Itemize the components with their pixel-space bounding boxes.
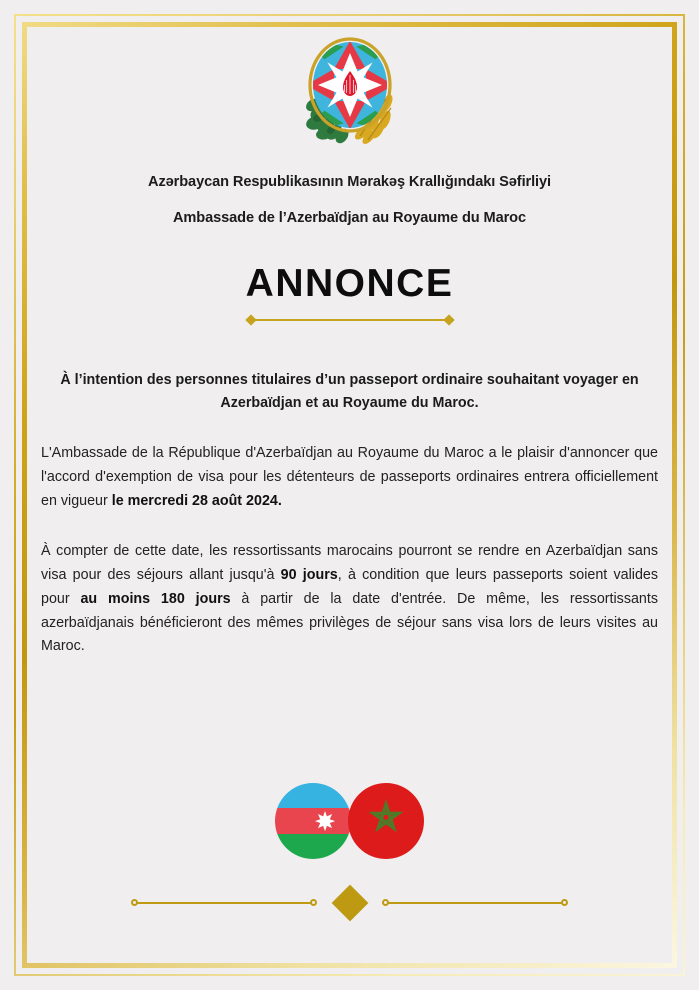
- page-content: [27, 27, 672, 963]
- p1-bold-date: le mercredi 28 août 2024.: [111, 492, 282, 509]
- divider-dot-1-icon: [131, 899, 138, 906]
- title-underline-ornament: [247, 314, 453, 325]
- p2-bold-90-jours: 90 jours: [280, 567, 338, 584]
- divider-dot-4-icon: [561, 899, 568, 906]
- flags-row: [27, 783, 672, 859]
- emblem-container: [27, 27, 672, 152]
- p1-text-1: L'Ambassade de la République d'Azerbaïdjan au Royaume du Maroc a le plaisir d'annoncer que l'accord d'exemption de visa pour les détenteurs de passeports ordinaires entrera officiellement en vigueur: [41, 445, 658, 509]
- divider-dot-3-icon: [382, 899, 389, 906]
- annonce-heading-block: [27, 264, 672, 325]
- azerbaijan-coat-of-arms-icon: [298, 35, 402, 147]
- morocco-flag-icon: [348, 783, 424, 859]
- p2-bold-180-jours: au moins 180 jours: [80, 590, 231, 607]
- p2-text-1: À compter de cette date, les ressortissants marocains pourront se rendre en Azerbaïdjan sans visa pour des séjours allant jusqu'à: [41, 543, 658, 584]
- footer-divider: [27, 883, 672, 923]
- diamond-right-icon: [443, 314, 454, 325]
- p2-text-3: à partir de la date d'entrée. De même, les ressortissants azerbaïdjanais bénéficieront des mêmes privilèges de séjour sans visa lors de leurs visites au Maroc.: [41, 590, 659, 655]
- divider-center-diamond-icon: [331, 885, 368, 922]
- subtitle: À l’intention des personnes titulaires d’un passeport ordinaire souhaitant voyager en Azerbaïdjan et au Royaume du Maroc.: [60, 372, 639, 412]
- paragraph-1: [41, 442, 658, 513]
- page-title: ANNONCE: [245, 262, 454, 305]
- divider-line-left: [135, 902, 313, 904]
- azerbaijan-flag-icon: [275, 783, 351, 859]
- paragraph-2: [41, 540, 658, 659]
- p2-text-2: , à condition que leurs passeports soient valides pour: [41, 567, 658, 607]
- embassy-name-fr: Ambassade de l’Azerbaïdjan au Royaume du Maroc: [172, 210, 527, 226]
- embassy-name-az: Azərbaycan Respublikasının Mərakəş Krallığındakı Səfirliyi: [148, 174, 551, 190]
- underline-bar: [252, 319, 448, 321]
- organisation-titles: [27, 174, 672, 226]
- body-area: [27, 369, 672, 659]
- divider-dot-2-icon: [310, 899, 317, 906]
- divider-line-right: [386, 902, 564, 904]
